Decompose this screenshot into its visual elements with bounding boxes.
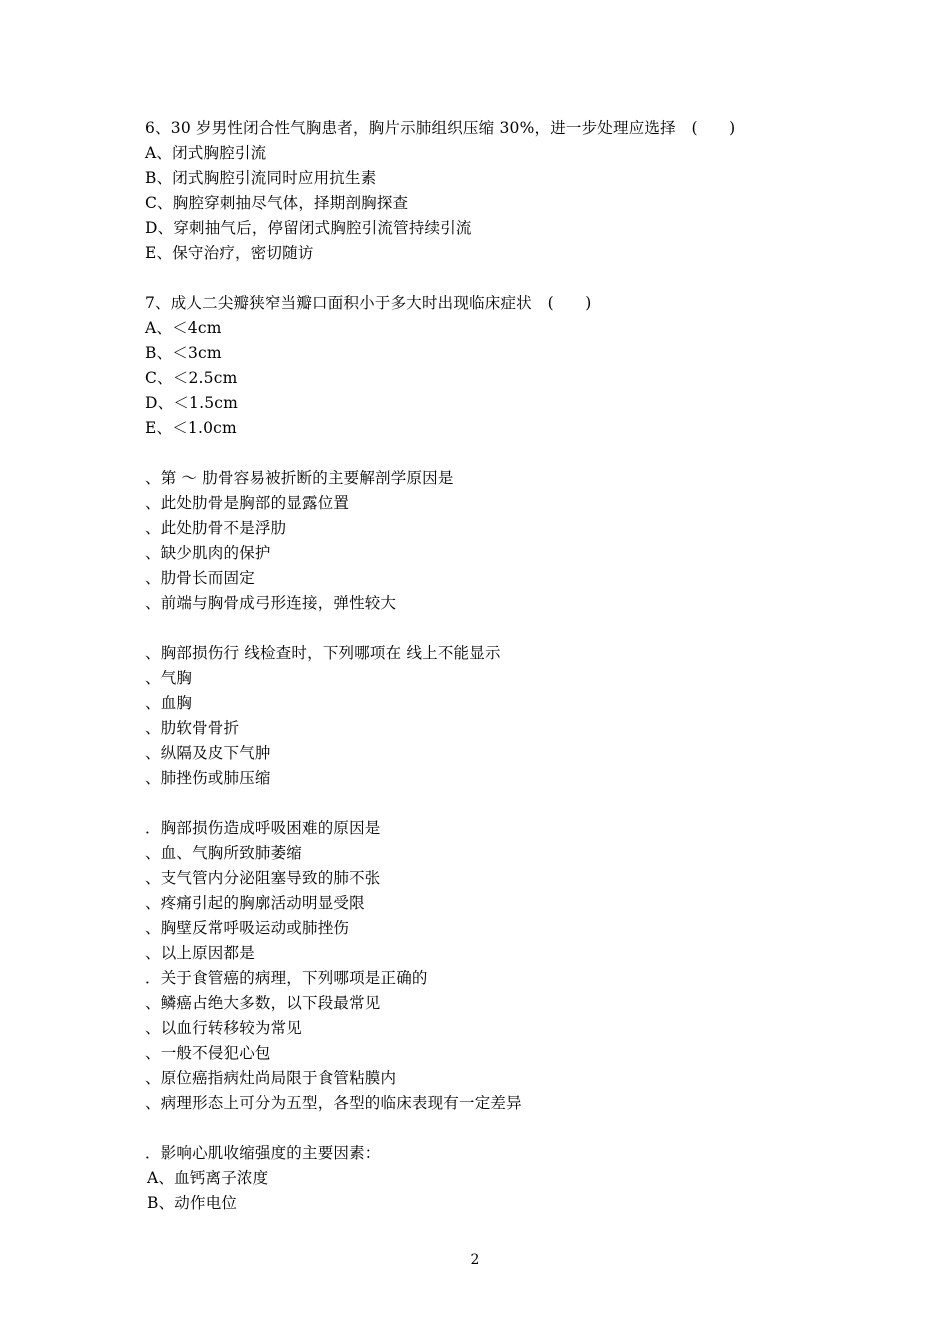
question-9-option-c: 、肋软骨骨折 — [145, 719, 240, 737]
question-9-option-b: 、血胸 — [145, 694, 193, 712]
question-6-option-b: B、闭式胸腔引流同时应用抗生素 — [145, 169, 377, 187]
question-7-stem: 7、成人二尖瓣狭窄当瓣口面积小于多大时出现临床症状 ( ) — [145, 294, 592, 312]
question-7-option-b: B、＜3cm — [145, 344, 222, 362]
question-text-block — [145, 116, 865, 1216]
question-10-option-e: 、以上原因都是 — [145, 944, 255, 962]
question-8-stem: 、第 ～ 肋骨容易被折断的主要解剖学原因是 — [145, 469, 454, 487]
question-8-option-d: 、肋骨长而固定 — [145, 569, 255, 587]
question-11-option-c: 、一般不侵犯心包 — [145, 1044, 271, 1062]
question-8-option-a: 、此处肋骨是胸部的显露位置 — [145, 494, 350, 512]
question-11-option-a: 、鳞癌占绝大多数，以下段最常见 — [145, 994, 381, 1012]
question-7-option-e: E、＜1.0cm — [145, 419, 253, 437]
blank-line — [145, 791, 865, 816]
question-8-option-c: 、缺少肌肉的保护 — [145, 544, 271, 562]
question-10-option-c: 、疼痛引起的胸廓活动明显受限 — [145, 894, 365, 912]
question-12-option-a: A、血钙离子浓度 — [147, 1169, 269, 1187]
blank-line — [145, 616, 865, 641]
question-8-option-b: 、此处肋骨不是浮肋 — [145, 519, 287, 537]
question-10-stem: ．胸部损伤造成呼吸困难的原因是 — [145, 819, 381, 837]
question-10-option-a: 、血、气胸所致肺萎缩 — [145, 844, 303, 862]
question-9-option-a: 、气胸 — [145, 669, 193, 687]
question-10-option-b: 、支气管内分泌阻塞导致的肺不张 — [145, 869, 381, 887]
question-11-stem: ．关于食管癌的病理，下列哪项是正确的 — [145, 969, 428, 987]
question-12-option-b: B、动作电位 — [147, 1194, 238, 1212]
question-6-option-c: C、胸腔穿刺抽尽气体，择期剖胸探查 — [145, 194, 409, 212]
question-7-option-c: C、＜2.5cm — [145, 369, 238, 387]
question-11-option-d: 、原位癌指病灶尚局限于食管粘膜内 — [145, 1069, 397, 1087]
question-7-option-a: A、＜4cm — [145, 319, 222, 337]
question-7-option-d: D、＜1.5cm — [145, 394, 239, 412]
blank-line — [145, 1116, 865, 1141]
question-12-stem: ．影响心肌收缩强度的主要因素： — [145, 1144, 381, 1162]
question-6-option-e: E、保守治疗，密切随访 — [145, 244, 314, 262]
question-6-option-d: D、穿刺抽气后，停留闭式胸腔引流管持续引流 — [145, 219, 472, 237]
question-6-stem: 6、30 岁男性闭合性气胸患者，胸片示肺组织压缩 30%，进一步处理应选择 ( ) — [145, 119, 736, 137]
question-11-option-e: 、病理形态上可分为五型，各型的临床表现有一定差异 — [145, 1094, 522, 1112]
page-number: 2 — [470, 1252, 480, 1268]
question-9-stem: 、胸部损伤行 线检查时，下列哪项在 线上不能显示 — [145, 644, 501, 662]
question-10-option-d: 、胸壁反常呼吸运动或肺挫伤 — [145, 919, 350, 937]
question-11-option-b: 、以血行转移较为常见 — [145, 1019, 303, 1037]
blank-line — [145, 266, 865, 291]
question-8-option-e: 、前端与胸骨成弓形连接，弹性较大 — [145, 594, 397, 612]
question-9-option-d: 、纵隔及皮下气肿 — [145, 744, 271, 762]
question-9-option-e: 、肺挫伤或肺压缩 — [145, 769, 271, 787]
blank-line — [145, 441, 865, 466]
question-6-option-a: A、闭式胸腔引流 — [145, 144, 267, 162]
